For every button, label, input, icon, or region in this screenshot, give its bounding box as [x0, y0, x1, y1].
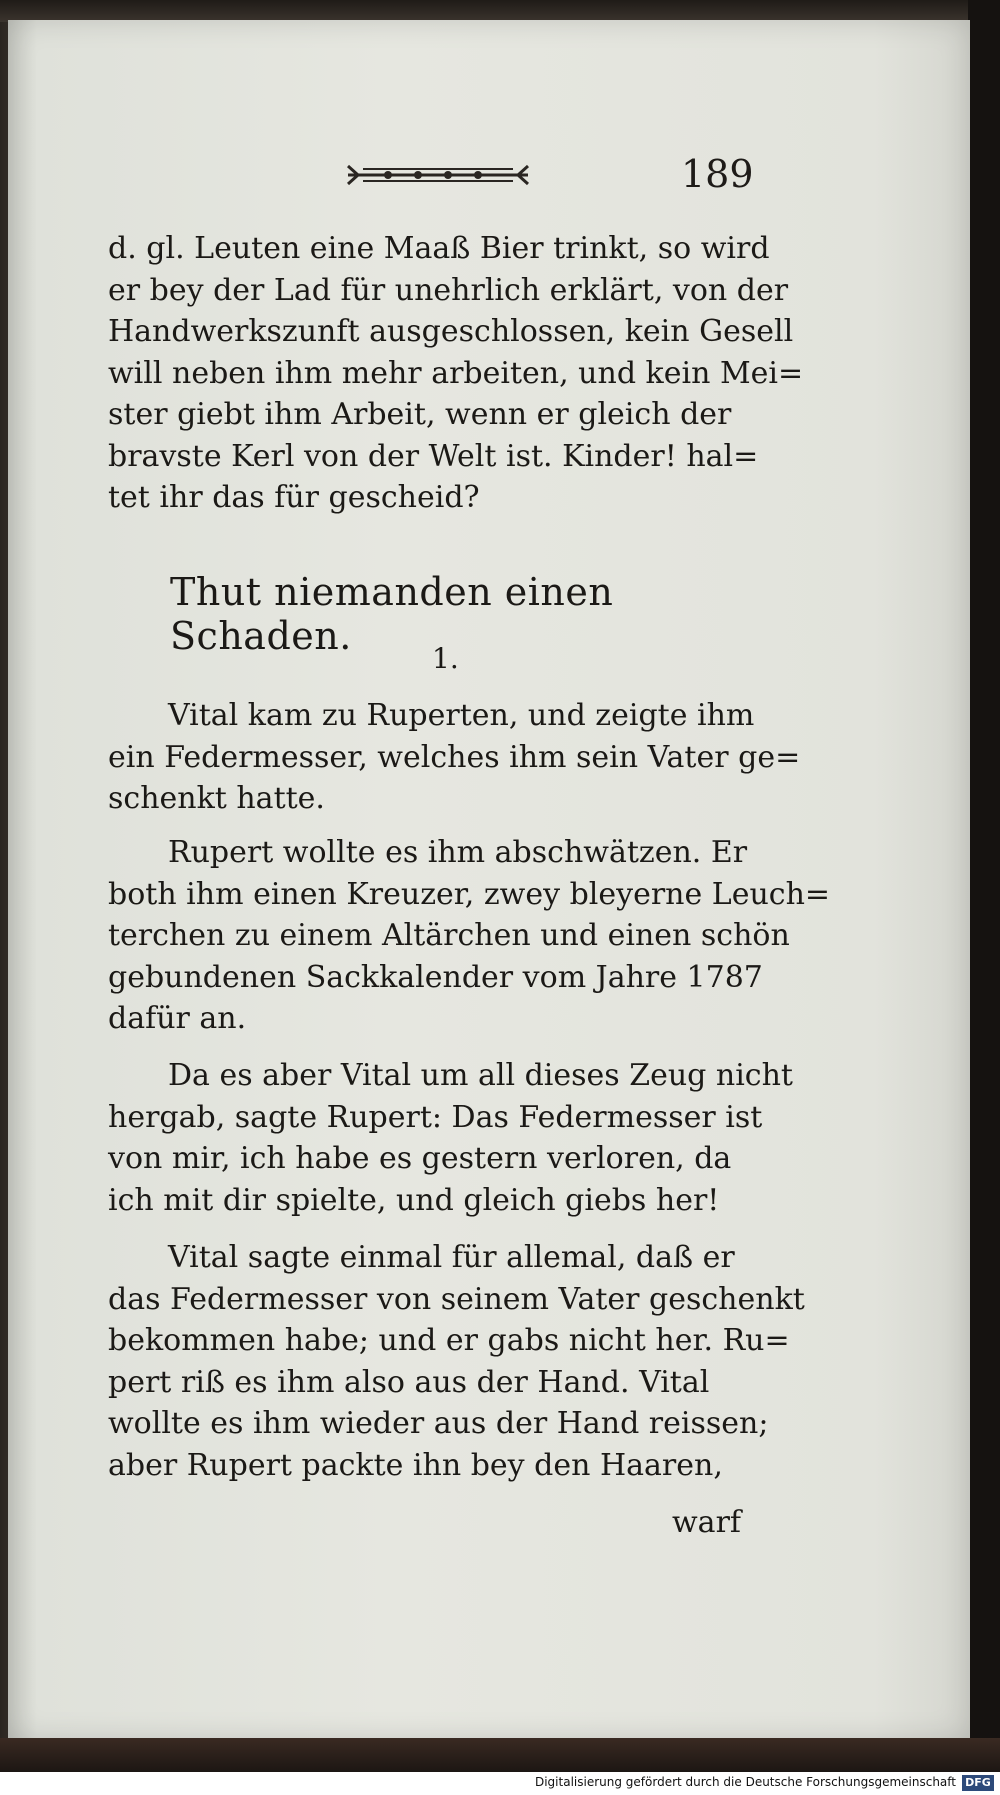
text-line: er bey der Lad für unehrlich erklärt, von der: [108, 272, 789, 308]
text-line: will neben ihm mehr arbeiten, und kein Mei=: [108, 355, 804, 391]
footer-bar: [0, 1772, 1000, 1795]
text-line: schenkt hatte.: [108, 781, 325, 816]
text-line: tet ihr das für gescheid?: [108, 480, 480, 515]
text-line: hergab, sagte Rupert: Das Federmesser ist: [108, 1099, 763, 1135]
text-line: wollte es ihm wieder aus der Hand reissen;: [108, 1406, 769, 1441]
text-line: Handwerkszunft ausgeschlossen, kein Gesell: [108, 314, 794, 349]
text-line: Vital kam zu Ruperten, und zeigte ihm: [168, 698, 755, 733]
text-line: das Federmesser von seinem Vater geschenkt: [108, 1281, 805, 1317]
paragraph-4: [108, 1237, 805, 1486]
dfg-logo: DFG: [962, 1775, 994, 1791]
text-line: bravste Kerl von der Welt ist. Kinder! hal=: [108, 438, 759, 474]
page-number: 189: [681, 152, 754, 196]
paragraph-1: [108, 695, 801, 820]
text-line: von mir, ich habe es gestern verloren, da: [108, 1141, 732, 1176]
text-line: both ihm einen Kreuzer, zwey bleyerne Leuch=: [108, 876, 831, 912]
text-line: bekommen habe; und er gabs nicht her. Ru=: [108, 1323, 790, 1358]
text-line: dafür an.: [108, 1001, 247, 1036]
text-line: gebundenen Sackkalender vom Jahre 1787: [108, 959, 763, 995]
text-line: Rupert wollte es ihm abschwätzen. Er: [168, 835, 748, 870]
catchword: warf: [672, 1505, 742, 1540]
text-line: pert riß es ihm also aus der Hand. Vital: [108, 1364, 710, 1400]
text-line: Da es aber Vital um all dieses Zeug nicht: [168, 1058, 793, 1093]
bottom-edge: [0, 1738, 1000, 1772]
right-edge: [968, 0, 1000, 1772]
section-heading: Thut niemanden einen Schaden.: [170, 570, 614, 658]
text-line: aber Rupert packte ihn bey den Haaren,: [108, 1447, 723, 1483]
paragraph-2: [108, 832, 831, 1040]
text-block-continuation: [108, 228, 804, 519]
text-line: ich mit dir spielte, und gleich giebs her!: [108, 1182, 720, 1218]
paragraph-3: [108, 1055, 793, 1221]
text-line: ein Federmesser, welches ihm sein Vater ge=: [108, 739, 801, 775]
header-ornament: [343, 158, 643, 190]
text-line: terchen zu einem Altärchen und einen schön: [108, 918, 790, 953]
text-line: d. gl. Leuten eine Maaß Bier trinkt, so wird: [108, 231, 770, 266]
page-header: [108, 152, 758, 202]
text-line: Vital sagte einmal für allemal, daß er: [168, 1240, 735, 1275]
footer-credit: Digitalisierung gefördert durch die Deutsche Forschungsgemeinschaft: [534, 1775, 956, 1789]
text-line: ster giebt ihm Arbeit, wenn er gleich der: [108, 397, 732, 432]
top-edge: [0, 0, 1000, 22]
section-number: 1.: [432, 642, 459, 675]
